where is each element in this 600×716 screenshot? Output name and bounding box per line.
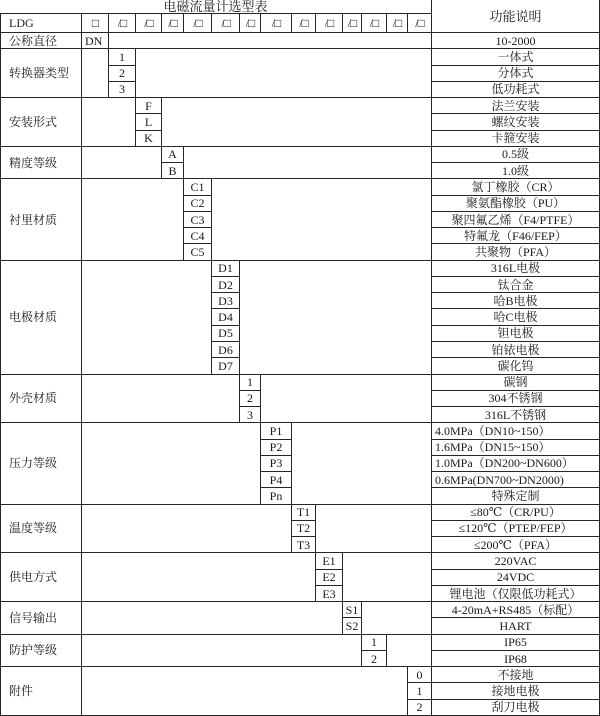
spacer-left-cell xyxy=(82,179,184,260)
option-code-cell: T2 xyxy=(292,521,316,537)
model-slot-cell: /□ xyxy=(408,14,432,33)
option-description-cell: 1.6MPa（DN15~150） xyxy=(432,440,600,456)
model-slot-cell: /□ xyxy=(261,14,292,33)
option-description-cell: 钛合金 xyxy=(432,277,600,293)
model-slot-cell: /□ xyxy=(316,14,343,33)
option-description-cell: 1.0MPa（DN200~DN600） xyxy=(432,456,600,472)
spacer-right-cell xyxy=(362,602,432,635)
model-slot-cell: /□ xyxy=(109,14,136,33)
option-description-cell: 316L不锈钢 xyxy=(432,407,600,423)
option-description-cell: 1.0级 xyxy=(432,163,600,179)
option-description-cell: HART xyxy=(432,618,600,634)
option-description-cell: 钽电极 xyxy=(432,326,600,342)
option-description-cell: 螺纹安装 xyxy=(432,114,600,130)
spacer-left-cell xyxy=(82,423,261,504)
option-description-cell: 不接地 xyxy=(432,667,600,683)
option-description-cell: 聚四氟乙烯（F4/PTFE） xyxy=(432,212,600,228)
option-code-cell: S1 xyxy=(343,602,362,618)
option-description-cell: 特殊定制 xyxy=(432,488,600,504)
option-code-cell: P4 xyxy=(261,472,292,488)
option-description-cell: 锂电池（仅限低功耗式） xyxy=(432,586,600,602)
option-description-cell: 碳化钨 xyxy=(432,358,600,374)
option-code-cell: K xyxy=(136,131,162,147)
model-slot-cell: /□ xyxy=(212,14,240,33)
option-code-cell: S2 xyxy=(343,618,362,634)
option-description-cell: 220VAC xyxy=(432,553,600,569)
model-slot-cell: /□ xyxy=(387,14,408,33)
spacer-right-cell xyxy=(387,635,432,668)
section-label: 安装形式 xyxy=(0,98,82,147)
option-description-cell: 卡箍安装 xyxy=(432,131,600,147)
option-description-cell: 接地电极 xyxy=(432,683,600,699)
option-code-cell: 2 xyxy=(240,391,261,407)
option-code-cell: D3 xyxy=(212,293,240,309)
option-description-cell: ≤200℃（PFA） xyxy=(432,537,600,553)
option-code-cell: B xyxy=(162,163,184,179)
option-description-cell: 氯丁橡胶（CR） xyxy=(432,179,600,195)
spacer-left-cell xyxy=(82,667,408,716)
option-code-cell: E1 xyxy=(316,553,343,569)
option-description-cell: 一体式 xyxy=(432,49,600,65)
section-label: 附件 xyxy=(0,667,82,716)
option-description-cell: 4-20mA+RS485（标配） xyxy=(432,602,600,618)
section-label: 衬里材质 xyxy=(0,179,82,260)
option-code-cell: 1 xyxy=(109,49,136,65)
spacer-left-cell xyxy=(82,635,362,668)
option-description-cell: 铂铱电极 xyxy=(432,342,600,358)
option-description-cell: 法兰安装 xyxy=(432,98,600,114)
option-code-cell: Pn xyxy=(261,488,292,504)
option-description-cell: 4.0MPa（DN10~150） xyxy=(432,423,600,439)
table-title: 电磁流量计选型表 xyxy=(0,0,432,14)
option-code-cell: F xyxy=(136,98,162,114)
spacer-right-cell xyxy=(162,98,432,147)
option-code-cell: 2 xyxy=(362,651,387,667)
spacer-left-cell xyxy=(82,49,109,98)
option-code-cell: D6 xyxy=(212,342,240,358)
section-label: 防护等级 xyxy=(0,635,82,668)
option-code-cell: 1 xyxy=(362,635,387,651)
section-label: 转换器类型 xyxy=(0,49,82,98)
option-code-cell: DN xyxy=(82,33,109,49)
model-code-label: LDG xyxy=(0,14,82,33)
option-description-cell: 24VDC xyxy=(432,570,600,586)
model-slot-cell: /□ xyxy=(136,14,162,33)
spacer-left-cell xyxy=(82,553,316,602)
option-description-cell: 0.6MPa(DN700~DN2000) xyxy=(432,472,600,488)
model-slot-cell: /□ xyxy=(162,14,184,33)
option-code-cell: E3 xyxy=(316,586,343,602)
section-label: 压力等级 xyxy=(0,423,82,504)
model-slot-cell: /□ xyxy=(362,14,387,33)
model-slot-cell: /□ xyxy=(184,14,212,33)
spacer-left-cell xyxy=(82,147,162,180)
section-label: 信号输出 xyxy=(0,602,82,635)
spacer-right-cell xyxy=(261,375,432,424)
option-code-cell: C1 xyxy=(184,179,212,195)
option-description-cell: 特氟龙（F46/FEP） xyxy=(432,228,600,244)
spacer-left-cell xyxy=(82,375,240,424)
option-code-cell: T1 xyxy=(292,505,316,521)
option-code-cell: 3 xyxy=(109,82,136,98)
option-code-cell: 2 xyxy=(408,700,432,716)
spacer-right-cell xyxy=(343,553,432,602)
option-description-cell: 低功耗式 xyxy=(432,82,600,98)
section-label: 温度等级 xyxy=(0,505,82,554)
spacer-left-cell xyxy=(82,261,212,375)
model-slot-cell: /□ xyxy=(292,14,316,33)
option-description-cell: 聚氨酯橡胶（PU） xyxy=(432,196,600,212)
section-label: 供电方式 xyxy=(0,553,82,602)
option-description-cell: 0.5级 xyxy=(432,147,600,163)
option-code-cell: D5 xyxy=(212,326,240,342)
option-code-cell: 0 xyxy=(408,667,432,683)
option-code-cell: D2 xyxy=(212,277,240,293)
option-code-cell: P3 xyxy=(261,456,292,472)
option-description-cell: 共聚物（PFA） xyxy=(432,244,600,260)
model-code-box-cell: □ xyxy=(82,14,109,33)
option-code-cell: L xyxy=(136,114,162,130)
spacer-right-cell xyxy=(240,261,432,375)
option-code-cell: D1 xyxy=(212,261,240,277)
section-label: 电极材质 xyxy=(0,261,82,375)
option-description-cell: ≤120℃（PTEP/FEP） xyxy=(432,521,600,537)
option-code-cell: D7 xyxy=(212,358,240,374)
option-description-cell: ≤80℃（CR/PU） xyxy=(432,505,600,521)
option-code-cell: 1 xyxy=(240,375,261,391)
spacer-right-cell xyxy=(109,33,432,49)
option-description-cell: 哈B电极 xyxy=(432,293,600,309)
option-code-cell: E2 xyxy=(316,570,343,586)
option-description-cell: IP68 xyxy=(432,651,600,667)
option-code-cell: C2 xyxy=(184,196,212,212)
option-description-cell: 刮刀电极 xyxy=(432,700,600,716)
option-code-cell: C5 xyxy=(184,244,212,260)
option-description-cell: 哈C电极 xyxy=(432,309,600,325)
spacer-right-cell xyxy=(212,179,432,260)
spacer-right-cell xyxy=(292,423,432,504)
option-description-cell: 碳钢 xyxy=(432,375,600,391)
option-code-cell: 1 xyxy=(408,683,432,699)
model-slot-cell: /□ xyxy=(343,14,362,33)
option-description-cell: 316L电极 xyxy=(432,261,600,277)
spacer-right-cell xyxy=(184,147,432,180)
option-description-cell: 分体式 xyxy=(432,66,600,82)
option-code-cell: D4 xyxy=(212,309,240,325)
spacer-left-cell xyxy=(82,602,343,635)
spacer-right-cell xyxy=(136,49,432,98)
option-description-cell: 304不锈钢 xyxy=(432,391,600,407)
spacer-left-cell xyxy=(82,98,136,147)
model-slot-cell: /□ xyxy=(240,14,261,33)
option-code-cell: T3 xyxy=(292,537,316,553)
option-code-cell: 3 xyxy=(240,407,261,423)
option-code-cell: P2 xyxy=(261,440,292,456)
section-label: 精度等级 xyxy=(0,147,82,180)
section-label: 公称直径 xyxy=(0,33,82,49)
option-code-cell: C3 xyxy=(184,212,212,228)
option-code-cell: 2 xyxy=(109,66,136,82)
function-description-header: 功能说明 xyxy=(432,0,600,33)
option-description-cell: IP65 xyxy=(432,635,600,651)
option-description-cell: 10-2000 xyxy=(432,33,600,49)
spacer-left-cell xyxy=(82,505,292,554)
option-code-cell: C4 xyxy=(184,228,212,244)
section-label: 外壳材质 xyxy=(0,375,82,424)
option-code-cell: P1 xyxy=(261,423,292,439)
option-code-cell: A xyxy=(162,147,184,163)
spacer-right-cell xyxy=(316,505,432,554)
